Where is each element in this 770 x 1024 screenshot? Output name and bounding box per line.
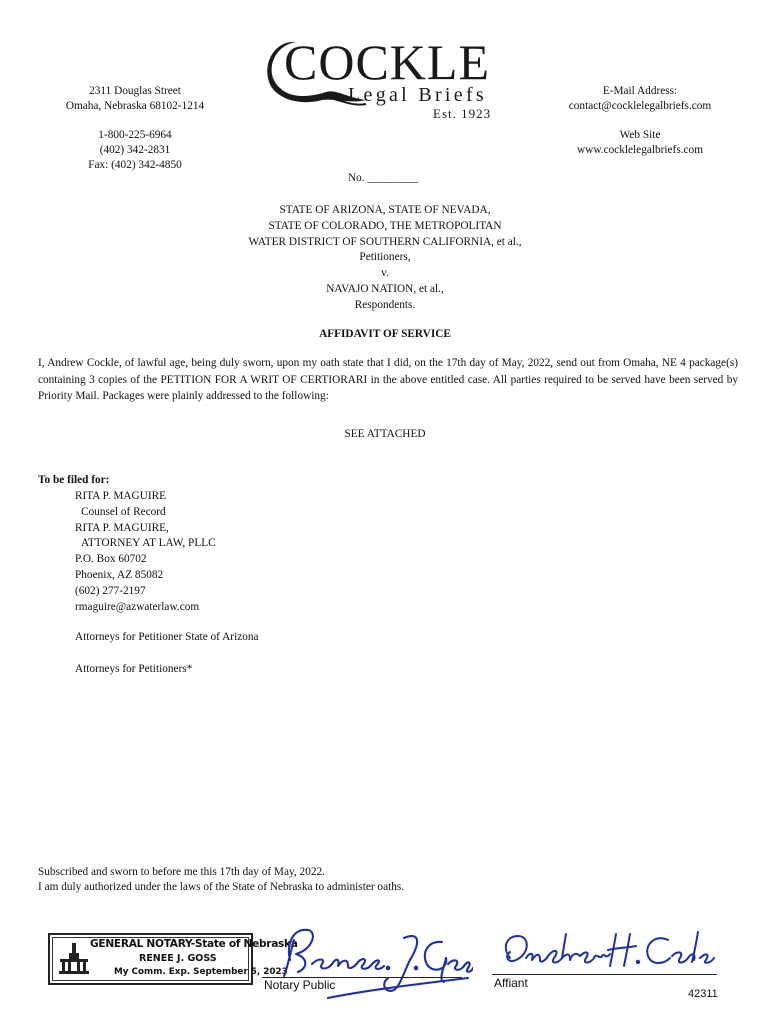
counsel-po-box: P.O. Box 60702 (75, 553, 147, 566)
toll-free-phone: 1-800-225-6964 (98, 129, 172, 141)
counsel-city: Phoenix, AZ 85082 (75, 568, 164, 581)
street-address: 2311 Douglas Street (89, 85, 181, 97)
counsel-phone: (602) 277-2197 (75, 584, 146, 597)
counsel-email: rmaguire@azwaterlaw.com (75, 600, 200, 613)
affiant-signature-line (492, 974, 717, 975)
document-title: AFFIDAVIT OF SERVICE (319, 328, 451, 340)
stamp-title: GENERAL NOTARY-State of Nebraska (90, 938, 298, 950)
logo-tagline: Legal Briefs (348, 84, 488, 106)
oath-statement (38, 865, 404, 895)
city-state-zip: Omaha, Nebraska 68102-1214 (65, 100, 205, 112)
firm-contact-block (540, 84, 740, 158)
caption-line: NAVAJO NATION, et al., (326, 282, 444, 295)
firm-address-block (40, 84, 230, 173)
see-attached-note: SEE ATTACHED (344, 428, 426, 440)
oath-line: Subscribed and sworn to before me this 17th day of May, 2022. (38, 866, 325, 878)
stamp-notary-name: RENEE J. GOSS (139, 953, 217, 964)
attorneys-note: Attorneys for Petitioners* (75, 663, 193, 675)
caption-line: Respondents. (354, 298, 416, 311)
firm-name: RITA P. MAGUIRE, (75, 521, 169, 534)
fax-number: Fax: (402) 342-4850 (88, 159, 182, 171)
email-address: contact@cocklelegalbriefs.com (568, 100, 712, 112)
logo-wordmark: COCKLE (284, 34, 490, 90)
caption-line: v. (381, 267, 389, 280)
filed-for-label: To be filed for: (38, 474, 110, 486)
affiant-signature (496, 928, 721, 978)
caption-line: WATER DISTRICT OF SOUTHERN CALIFORNIA, et al., (248, 235, 522, 248)
notary-public-label: Notary Public (264, 978, 336, 992)
firm-name-cont: ATTORNEY AT LAW, PLLC (81, 537, 216, 550)
logo-established: Est. 1923 (433, 106, 492, 121)
nebraska-capitol-seal-icon (57, 941, 91, 977)
stamp-commission-expiry: My Comm. Exp. September 5, 2023 (114, 967, 288, 977)
affiant-label: Affiant (494, 976, 528, 990)
affidavit-body: I, Andrew Cockle, of lawful age, being duly sworn, upon my oath state that I did, on the 17th day of May, 2022, send out from Omaha, NE 4 package(s) containing 3 copies of the PETITION FOR A WRIT OF CERTIORARI in the above entitled case. All parties required to be served have been served by Priority Mail. Packages were plainly addressed to the following: (38, 357, 738, 402)
counsel-role: Counsel of Record (81, 505, 166, 518)
case-number: No. _________ (348, 172, 419, 184)
notary-stamp (48, 933, 298, 985)
counsel-name: RITA P. MAGUIRE (75, 490, 167, 502)
caption-line: STATE OF COLORADO, THE METROPOLITAN (268, 219, 502, 232)
cockle-logo (262, 34, 494, 126)
case-caption (180, 203, 590, 314)
caption-line: STATE OF ARIZONA, STATE OF NEVADA, (279, 204, 491, 216)
caption-line: Petitioners, (359, 251, 411, 264)
document-number: 42311 (688, 988, 718, 1000)
website-label: Web Site (619, 129, 661, 141)
oath-line: I am duly authorized under the laws of the State of Nebraska to administer oaths. (38, 881, 405, 893)
attorneys-note: Attorneys for Petitioner State of Arizona (75, 631, 259, 643)
email-label: E-Mail Address: (602, 85, 678, 97)
website-url: www.cocklelegalbriefs.com (577, 144, 703, 156)
counsel-block (75, 489, 216, 615)
local-phone: (402) 342-2831 (99, 144, 171, 156)
